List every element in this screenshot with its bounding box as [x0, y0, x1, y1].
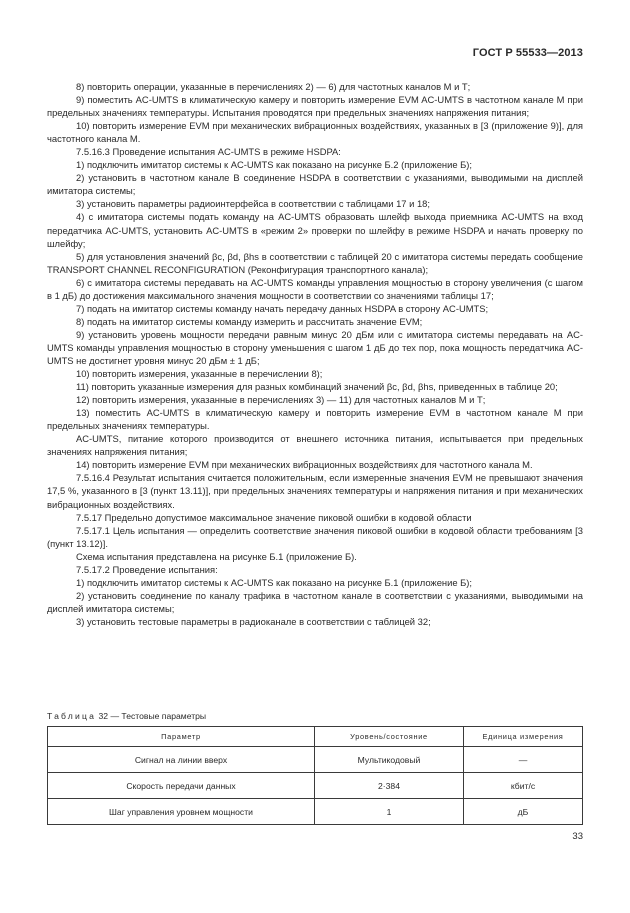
- paragraph: 2) установить в частотном канале В соединение HSDPA в соответствии с указаниями, выводимыми на дисплей имитатора системы;: [47, 172, 583, 197]
- paragraph: 10) повторить измерения, указанные в перечислении 8);: [76, 368, 323, 380]
- table-caption-word: Таблица: [47, 711, 97, 721]
- paragraph: 10) повторить измерение EVM при механических вибрационных воздействиях, указанных в [3 (приложение 9)], для частотного канала М.: [47, 120, 583, 145]
- table-header-row: [48, 727, 583, 747]
- paragraph: 7) подать на имитатор системы команду начать передачу данных HSDPA в сторону AC-UMTS;: [76, 302, 489, 314]
- paragraph: 7.5.16.4 Результат испытания считается положительным, если измеренные значения EVM не превышают значения 17,5 %, указанного в [3 (пункт 13.11)], при предельных значениях температуры и напряжения питания и при механических вибрационных воздействиях.: [47, 472, 583, 510]
- paragraph: 3) установить параметры радиоинтерфейса в соответствии с таблицами 17 и 18;: [76, 198, 430, 210]
- paragraph: 1) подключить имитатор системы к AC-UMTS как показано на рисунке Б.2 (приложение Б);: [76, 159, 473, 171]
- paragraph: 8) подать на имитатор системы команду измерить и рассчитать значение EVM;: [76, 315, 423, 327]
- table-row: [48, 747, 583, 773]
- paragraph: 8) повторить операции, указанные в перечислениях 2) — 6) для частотных каналов М и Т;: [76, 81, 471, 92]
- table-cell: дБ: [464, 799, 583, 825]
- paragraph: 11) повторить указанные измерения для разных комбинаций значений βc, βd, βhs, приведенных в таблице 20;: [76, 381, 558, 393]
- paragraph: 4) с имитатора системы подать команду на AC-UMTS образовать шлейф выхода приемника AC-UMTS на вход передатчика AC-UMTS, установить AC-UMTS в «режим 2» проверки по шлейфу в режиме HSDPA и начать проверку по шлейфу;: [47, 211, 583, 249]
- paragraph: Схема испытания представлена на рисунке Б.1 (приложение Б).: [76, 550, 357, 562]
- paragraph: 12) повторить измерения, указанные в перечислениях 3) — 11) для частотных каналов М и Т;: [76, 394, 486, 406]
- document-header: ГОСТ Р 55533—2013: [472, 47, 583, 59]
- table-row: [48, 799, 583, 825]
- paragraph: 9) установить уровень мощности передачи равным минус 20 дБм или с имитатора системы передавать на AC-UMTS команды управления мощностью в сторону уменьшения с шагом 1 дБ до тех пор, пока мощность передатчика AC-UMTS не достигнет уровня минус 20 дБм ± 1 дБ;: [47, 328, 583, 366]
- paragraph: AC-UMTS, питание которого производится от внешнего источника питания, испытывается при предельных значениях напряжения питания;: [47, 433, 583, 458]
- table-cell: Сигнал на линии вверх: [48, 747, 315, 773]
- paragraph: 7.5.16.3 Проведение испытания AC-UMTS в режиме HSDPA:: [76, 146, 341, 158]
- paragraph: 5) для установления значений βc, βd, βhs в соответствии с таблицей 20 с имитатора системы передать сообщение TRANSPORT CHANNEL RECONFIGURATION (Реконфигурация транспортного канала);: [47, 250, 583, 275]
- column-header-level: Уровень/состояние: [315, 727, 464, 747]
- table-row: [48, 773, 583, 799]
- paragraph: 13) поместить AC-UMTS в климатическую камеру и повторить измерение EVM в частотном канале М при предельных значениях температуры.: [47, 407, 583, 432]
- column-header-unit: Единица измерения: [464, 727, 583, 747]
- table-caption: [47, 711, 206, 721]
- paragraph: 7.5.17.1 Цель испытания — определить соответствие значения пиковой ошибки в кодовой области требованиям [3 (пункт 13.12)].: [47, 524, 583, 549]
- table-cell: Скорость передачи данных: [48, 773, 315, 799]
- table-cell: кбит/с: [464, 773, 583, 799]
- table-cell: Мультикодовый: [315, 747, 464, 773]
- test-parameters-table: [47, 726, 583, 825]
- column-header-parameter: Параметр: [48, 727, 315, 747]
- table-cell: 1: [315, 799, 464, 825]
- paragraph: 6) с имитатора системы передавать на AC-UMTS команды управления мощностью в сторону увеличения (с шагом в 1 дБ) до достижения максимального значения мощности в соответствии со значениями таблицы 17;: [47, 276, 583, 301]
- table-caption-title: 32 — Тестовые параметры: [98, 711, 207, 721]
- paragraph: 1) подключить имитатор системы к AC-UMTS как показано на рисунке Б.1 (приложение Б);: [76, 576, 473, 588]
- paragraph: 7.5.17.2 Проведение испытания:: [76, 563, 218, 575]
- paragraph: 2) установить соединение по каналу трафика в частотном канале в соответствии с указаниями, выводимыми на дисплей имитатора системы;: [47, 589, 583, 614]
- paragraph: 9) поместить AC-UMTS в климатическую камеру и повторить измерение EVM AC-UMTS в частотном канале М при предельных значениях температуры. Испытания проводятся при предельных значениях напряжения питания;: [47, 94, 583, 119]
- body-text: [47, 80, 583, 628]
- paragraph: 7.5.17 Предельно допустимое максимальное значение пиковой ошибки в кодовой области: [76, 511, 472, 523]
- table-cell: —: [464, 747, 583, 773]
- paragraph: 14) повторить измерение EVM при механических вибрационных воздействиях для частотного канала М.: [76, 459, 533, 471]
- paragraph: 3) установить тестовые параметры в радиоканале в соответствии с таблицей 32;: [76, 615, 431, 627]
- table-cell: 2·384: [315, 773, 464, 799]
- table-cell: Шаг управления уровнем мощности: [48, 799, 315, 825]
- page-number: 33: [572, 831, 583, 842]
